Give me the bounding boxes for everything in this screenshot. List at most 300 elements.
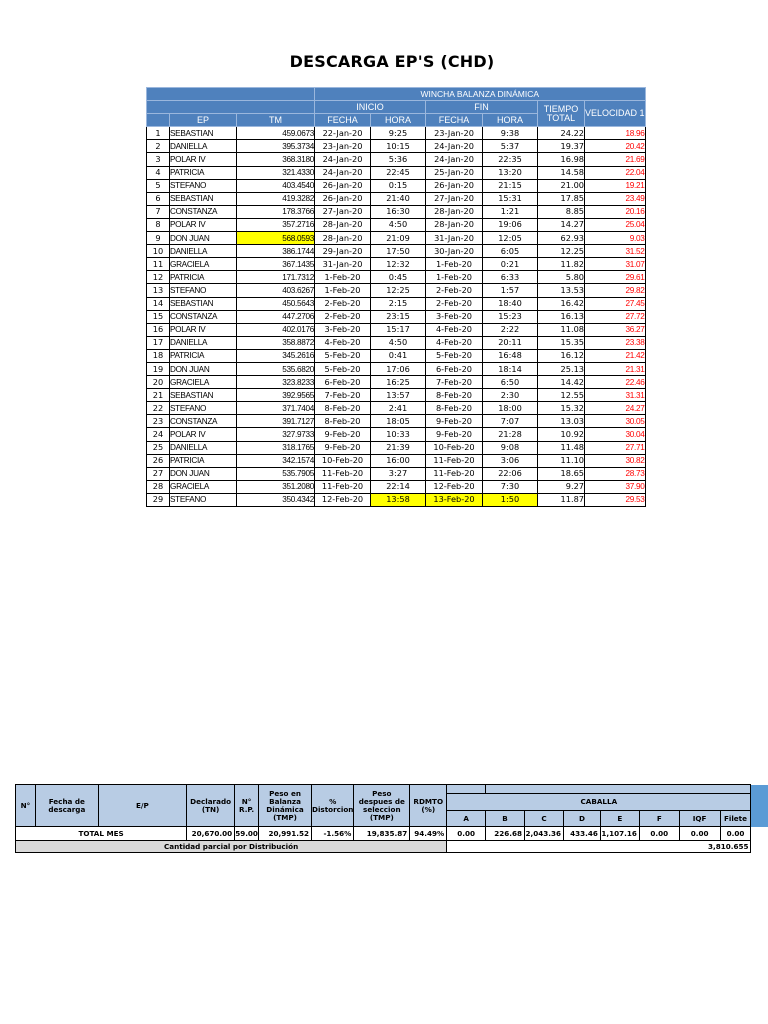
hora-fin: 18:00 [483, 402, 538, 415]
hora-fin: 9:08 [483, 441, 538, 454]
tiempo-total: 5.80 [538, 271, 585, 284]
fecha-fin: 4-Feb-20 [426, 323, 483, 336]
fecha-fin: 23-Jan-20 [426, 127, 483, 140]
tm-value: 357.2716 [237, 218, 315, 231]
ep-name: SEBASTIAN [170, 297, 237, 310]
hora-inicio: 5:36 [371, 153, 426, 166]
hora-fin: 6:50 [483, 376, 538, 389]
tiempo-total: 16.98 [538, 153, 585, 166]
hora-inicio: 2:15 [371, 297, 426, 310]
table-row [147, 140, 646, 153]
fecha-inicio: 4-Feb-20 [315, 336, 371, 349]
hora-fin: 21:15 [483, 179, 538, 192]
fecha-fin: 13-Feb-20 [426, 493, 483, 506]
ep-name: PATRICIA [170, 271, 237, 284]
velocidad: 29.61 [585, 271, 646, 284]
tm-value: 367.1435 [237, 258, 315, 271]
hora-fin: 21:28 [483, 428, 538, 441]
velocidad: 36.27 [585, 323, 646, 336]
total-peso-balanza: 20,991.52 [259, 827, 312, 841]
fecha-inicio: 9-Feb-20 [315, 428, 371, 441]
fecha-inicio: 1-Feb-20 [315, 271, 371, 284]
hora-inicio: 17:06 [371, 362, 426, 375]
hora-inicio: 13:57 [371, 389, 426, 402]
ep-name: STEFANO [170, 493, 237, 506]
header-b: B [486, 811, 525, 827]
fecha-inicio: 8-Feb-20 [315, 402, 371, 415]
tm-value: 351.2080 [237, 480, 315, 493]
hora-inicio: 9:25 [371, 127, 426, 140]
tm-value: 171.7312 [237, 271, 315, 284]
hora-inicio: 18:05 [371, 415, 426, 428]
hora-fin: 20:11 [483, 336, 538, 349]
hora-fin: 18:40 [483, 297, 538, 310]
tm-value: 386.1744 [237, 245, 315, 258]
table-row [147, 205, 646, 218]
hora-fin: 13:20 [483, 166, 538, 179]
row-number: 7 [147, 205, 170, 218]
header-peso-despues: Peso despues de seleccion (TMP) [354, 785, 410, 827]
ep-name: CONSTANZA [170, 415, 237, 428]
total-b: 226.68 [486, 827, 525, 841]
fecha-fin: 8-Feb-20 [426, 402, 483, 415]
tiempo-total: 11.82 [538, 258, 585, 271]
parcial-row [16, 841, 768, 853]
tm-value: 342.1574 [237, 454, 315, 467]
summary-table [15, 784, 768, 853]
fecha-inicio: 5-Feb-20 [315, 349, 371, 362]
tm-value: 371.7404 [237, 402, 315, 415]
row-number: 14 [147, 297, 170, 310]
fecha-inicio: 9-Feb-20 [315, 441, 371, 454]
header-filete: Filete [720, 811, 751, 827]
tiempo-total: 18.65 [538, 467, 585, 480]
fecha-fin: 24-Jan-20 [426, 153, 483, 166]
descarga-table [146, 87, 646, 507]
fecha-inicio: 7-Feb-20 [315, 389, 371, 402]
ep-name: CONSTANZA [170, 310, 237, 323]
velocidad: 21.31 [585, 362, 646, 375]
table-row [147, 402, 646, 415]
fecha-inicio: 23-Jan-20 [315, 140, 371, 153]
tiempo-total: 16.12 [538, 349, 585, 362]
row-number: 5 [147, 179, 170, 192]
table-row [147, 376, 646, 389]
tm-value: 350.4342 [237, 493, 315, 506]
hora-inicio: 3:27 [371, 467, 426, 480]
tiempo-total: 15.32 [538, 402, 585, 415]
fecha-fin: 28-Jan-20 [426, 205, 483, 218]
header-d: D [563, 811, 600, 827]
tiempo-total: 14.42 [538, 376, 585, 389]
tm-value: 395.3734 [237, 140, 315, 153]
descarga-rows [147, 127, 646, 507]
velocidad: 20.42 [585, 140, 646, 153]
table-row [147, 192, 646, 205]
hora-fin: 3:06 [483, 454, 538, 467]
header-peso-balanza: Peso en Balanza Dinámica (TMP) [259, 785, 312, 827]
hora-fin: 22:35 [483, 153, 538, 166]
row-number: 10 [147, 245, 170, 258]
row-number: 29 [147, 493, 170, 506]
hora-fin: 15:31 [483, 192, 538, 205]
velocidad: 27.72 [585, 310, 646, 323]
fecha-inicio: 27-Jan-20 [315, 205, 371, 218]
hora-inicio: 10:33 [371, 428, 426, 441]
row-number: 8 [147, 218, 170, 231]
inicio-header: INICIO [315, 101, 426, 114]
page-title: DESCARGA EP'S (CHD) [289, 52, 495, 71]
hora-inicio: 22:14 [371, 480, 426, 493]
fecha-inicio: 24-Jan-20 [315, 166, 371, 179]
table-row [147, 127, 646, 140]
hora-inicio: 21:40 [371, 192, 426, 205]
row-number: 21 [147, 389, 170, 402]
ep-name: PATRICIA [170, 454, 237, 467]
fecha-inicio: 26-Jan-20 [315, 192, 371, 205]
total-d: 433.46 [563, 827, 600, 841]
fecha-fin-header: FECHA [426, 114, 483, 127]
velocidad: 25.04 [585, 218, 646, 231]
row-number: 16 [147, 323, 170, 336]
fecha-inicio: 2-Feb-20 [315, 297, 371, 310]
ep-name: DANIELLA [170, 245, 237, 258]
tiempo-total: 16.13 [538, 310, 585, 323]
tiempo-total: 8.85 [538, 205, 585, 218]
tiempo-total: 11.10 [538, 454, 585, 467]
tiempo-total: 25.13 [538, 362, 585, 375]
ep-name: SEBASTIAN [170, 127, 237, 140]
ep-name: DON JUAN [170, 232, 237, 245]
fecha-inicio: 5-Feb-20 [315, 362, 371, 375]
table-row [147, 389, 646, 402]
row-number: 17 [147, 336, 170, 349]
table-row [147, 441, 646, 454]
tm-value: 535.7905 [237, 467, 315, 480]
fecha-inicio: 6-Feb-20 [315, 376, 371, 389]
ep-name: POLAR IV [170, 153, 237, 166]
total-e: 1,107.16 [600, 827, 639, 841]
tiempo-total-header: TIEMPO TOTAL [538, 101, 585, 127]
table-row [147, 232, 646, 245]
ep-name: DANIELLA [170, 441, 237, 454]
table-row [147, 323, 646, 336]
tm-value: 318.1765 [237, 441, 315, 454]
row-number: 26 [147, 454, 170, 467]
total-f: 0.00 [639, 827, 679, 841]
header-a: A [447, 811, 486, 827]
tm-value: 358.8872 [237, 336, 315, 349]
velocidad: 22.04 [585, 166, 646, 179]
tm-header: TM [237, 114, 315, 127]
table-row [147, 245, 646, 258]
velocidad: 31.07 [585, 258, 646, 271]
tiempo-total: 10.92 [538, 428, 585, 441]
fecha-fin: 24-Jan-20 [426, 140, 483, 153]
total-row [16, 827, 768, 841]
ep-name: PATRICIA [170, 349, 237, 362]
hora-fin: 22:06 [483, 467, 538, 480]
hora-inicio: 12:32 [371, 258, 426, 271]
hora-inicio: 15:17 [371, 323, 426, 336]
fecha-fin: 3-Feb-20 [426, 310, 483, 323]
row-number: 18 [147, 349, 170, 362]
tiempo-total: 13.53 [538, 284, 585, 297]
total-distorcion: -1.56% [311, 827, 353, 841]
header-f: F [639, 811, 679, 827]
row-number: 20 [147, 376, 170, 389]
fecha-fin: 8-Feb-20 [426, 389, 483, 402]
hora-inicio: 21:39 [371, 441, 426, 454]
table-row [147, 454, 646, 467]
velocidad: 19.21 [585, 179, 646, 192]
parcial-value: 3,810.655 [447, 841, 751, 853]
ep-name: CONSTANZA [170, 205, 237, 218]
table-row [147, 271, 646, 284]
hora-fin: 19:06 [483, 218, 538, 231]
tiempo-total: 15.35 [538, 336, 585, 349]
velocidad: 27.45 [585, 297, 646, 310]
velocidad: 31.52 [585, 245, 646, 258]
velocidad: 23.49 [585, 192, 646, 205]
fecha-inicio: 31-Jan-20 [315, 258, 371, 271]
ep-name: GRACIELA [170, 376, 237, 389]
ep-name: STEFANO [170, 284, 237, 297]
header-caballa: CABALLA [447, 794, 751, 811]
header-distorcion: % Distorcion [311, 785, 353, 827]
tiempo-total: 24.22 [538, 127, 585, 140]
velocidad: 21.69 [585, 153, 646, 166]
table-row [147, 415, 646, 428]
hora-inicio: 4:50 [371, 336, 426, 349]
fecha-fin: 5-Feb-20 [426, 349, 483, 362]
table-row [147, 336, 646, 349]
table-row [147, 493, 646, 506]
table-row [147, 258, 646, 271]
velocidad: 24.27 [585, 402, 646, 415]
table-row [147, 362, 646, 375]
row-number: 11 [147, 258, 170, 271]
fecha-inicio: 10-Feb-20 [315, 454, 371, 467]
fecha-inicio: 29-Jan-20 [315, 245, 371, 258]
tiempo-total: 16.42 [538, 297, 585, 310]
tiempo-total: 11.48 [538, 441, 585, 454]
hora-inicio: 17:50 [371, 245, 426, 258]
velocidad: 18.96 [585, 127, 646, 140]
hora-fin: 0:21 [483, 258, 538, 271]
fin-header: FIN [426, 101, 538, 114]
hora-fin: 5:37 [483, 140, 538, 153]
header-n: N° [16, 785, 36, 827]
fecha-fin: 28-Jan-20 [426, 218, 483, 231]
fecha-fin: 1-Feb-20 [426, 271, 483, 284]
velocidad: 37.90 [585, 480, 646, 493]
fecha-inicio: 11-Feb-20 [315, 480, 371, 493]
fecha-inicio: 12-Feb-20 [315, 493, 371, 506]
row-number: 12 [147, 271, 170, 284]
hora-inicio: 0:15 [371, 179, 426, 192]
ep-name: STEFANO [170, 402, 237, 415]
row-number: 23 [147, 415, 170, 428]
row-number: 27 [147, 467, 170, 480]
row-number: 4 [147, 166, 170, 179]
header-nrp: N° R.P. [235, 785, 259, 827]
hora-fin: 7:30 [483, 480, 538, 493]
tm-value: 459.0673 [237, 127, 315, 140]
ep-name: DANIELLA [170, 336, 237, 349]
hora-inicio: 16:30 [371, 205, 426, 218]
ep-name: GRACIELA [170, 258, 237, 271]
row-number: 1 [147, 127, 170, 140]
fecha-fin: 27-Jan-20 [426, 192, 483, 205]
tm-value: 403.6267 [237, 284, 315, 297]
ep-name: SEBASTIAN [170, 389, 237, 402]
hora-fin: 6:33 [483, 271, 538, 284]
row-number: 15 [147, 310, 170, 323]
total-label: TOTAL MES [16, 827, 187, 841]
header-ep: E/P [98, 785, 186, 827]
hora-fin: 16:48 [483, 349, 538, 362]
tm-value: 402.0176 [237, 323, 315, 336]
tm-value: 391.7127 [237, 415, 315, 428]
hora-inicio-header: HORA [371, 114, 426, 127]
row-number: 25 [147, 441, 170, 454]
table-row [147, 179, 646, 192]
fecha-fin: 6-Feb-20 [426, 362, 483, 375]
ep-name: PATRICIA [170, 166, 237, 179]
ep-name: POLAR IV [170, 323, 237, 336]
row-number: 3 [147, 153, 170, 166]
hora-inicio: 4:50 [371, 218, 426, 231]
tiempo-total: 11.08 [538, 323, 585, 336]
tiempo-total: 21.00 [538, 179, 585, 192]
hora-fin-header: HORA [483, 114, 538, 127]
hora-fin: 2:22 [483, 323, 538, 336]
fecha-fin: 26-Jan-20 [426, 179, 483, 192]
tm-value: 403.4540 [237, 179, 315, 192]
fecha-inicio: 22-Jan-20 [315, 127, 371, 140]
tm-value: 419.3282 [237, 192, 315, 205]
header-rdmto: RDMTO (%) [410, 785, 447, 827]
ep-name: SEBASTIAN [170, 192, 237, 205]
ep-header: EP [170, 114, 237, 127]
hora-inicio: 16:25 [371, 376, 426, 389]
hora-fin: 1:21 [483, 205, 538, 218]
total-rdmto: 94.49% [410, 827, 447, 841]
hora-inicio: 23:15 [371, 310, 426, 323]
subgroup-header-row [147, 101, 646, 114]
velocidad: 30.04 [585, 428, 646, 441]
tiempo-total: 11.87 [538, 493, 585, 506]
row-number: 6 [147, 192, 170, 205]
tiempo-total: 17.85 [538, 192, 585, 205]
table-row [147, 297, 646, 310]
tm-value: 321.4330 [237, 166, 315, 179]
fecha-inicio-header: FECHA [315, 114, 371, 127]
velocidad: 9.03 [585, 232, 646, 245]
hora-inicio: 12:25 [371, 284, 426, 297]
table-row [147, 480, 646, 493]
hora-inicio: 0:41 [371, 349, 426, 362]
fecha-fin: 12-Feb-20 [426, 480, 483, 493]
table-row [147, 349, 646, 362]
row-number: 13 [147, 284, 170, 297]
tm-value: 450.5643 [237, 297, 315, 310]
tiempo-total: 14.27 [538, 218, 585, 231]
tm-value: 368.3180 [237, 153, 315, 166]
tm-value: 327.9733 [237, 428, 315, 441]
ep-name: DANIELLA [170, 140, 237, 153]
fecha-fin: 10-Feb-20 [426, 441, 483, 454]
velocidad: 30.05 [585, 415, 646, 428]
hora-fin: 2:30 [483, 389, 538, 402]
fecha-fin: 7-Feb-20 [426, 376, 483, 389]
tiempo-total: 12.55 [538, 389, 585, 402]
tiempo-total: 14.58 [538, 166, 585, 179]
ep-name: DON JUAN [170, 467, 237, 480]
fecha-fin: 2-Feb-20 [426, 284, 483, 297]
row-number: 9 [147, 232, 170, 245]
velocidad-header: VELOCIDAD 1 [585, 101, 646, 127]
hora-fin: 7:07 [483, 415, 538, 428]
header-e: E [600, 811, 639, 827]
total-a: 0.00 [447, 827, 486, 841]
hora-fin: 6:05 [483, 245, 538, 258]
velocidad: 29.82 [585, 284, 646, 297]
velocidad: 21.42 [585, 349, 646, 362]
header-fecha: Fecha de descarga [35, 785, 98, 827]
velocidad: 23.38 [585, 336, 646, 349]
hora-fin: 1:57 [483, 284, 538, 297]
fecha-fin: 25-Jan-20 [426, 166, 483, 179]
hora-fin: 15:23 [483, 310, 538, 323]
total-iqf: 0.00 [679, 827, 720, 841]
hora-fin: 9:38 [483, 127, 538, 140]
fecha-fin: 11-Feb-20 [426, 454, 483, 467]
fecha-fin: 4-Feb-20 [426, 336, 483, 349]
total-filete: 0.00 [720, 827, 751, 841]
total-nrp: 59.00 [235, 827, 259, 841]
tm-value: 178.3766 [237, 205, 315, 218]
velocidad: 30.82 [585, 454, 646, 467]
tiempo-total: 13.03 [538, 415, 585, 428]
hora-inicio: 2:41 [371, 402, 426, 415]
fecha-fin: 11-Feb-20 [426, 467, 483, 480]
fecha-inicio: 1-Feb-20 [315, 284, 371, 297]
table-row [147, 310, 646, 323]
table-row [147, 218, 646, 231]
hora-fin: 1:50 [483, 493, 538, 506]
hora-inicio: 21:09 [371, 232, 426, 245]
tiempo-total: 12.25 [538, 245, 585, 258]
velocidad: 29.53 [585, 493, 646, 506]
header-iqf: IQF [679, 811, 720, 827]
hora-inicio: 13:58 [371, 493, 426, 506]
tiempo-total: 62.93 [538, 232, 585, 245]
fecha-inicio: 2-Feb-20 [315, 310, 371, 323]
hora-fin: 18:14 [483, 362, 538, 375]
fecha-fin: 31-Jan-20 [426, 232, 483, 245]
header-c: C [524, 811, 563, 827]
wincha-header: WINCHA BALANZA DINÁMICA [315, 88, 646, 101]
fecha-inicio: 28-Jan-20 [315, 218, 371, 231]
row-number: 19 [147, 362, 170, 375]
table-row [147, 428, 646, 441]
fecha-inicio: 24-Jan-20 [315, 153, 371, 166]
fecha-fin: 9-Feb-20 [426, 428, 483, 441]
tm-value: 568.0593 [237, 232, 315, 245]
row-number: 24 [147, 428, 170, 441]
